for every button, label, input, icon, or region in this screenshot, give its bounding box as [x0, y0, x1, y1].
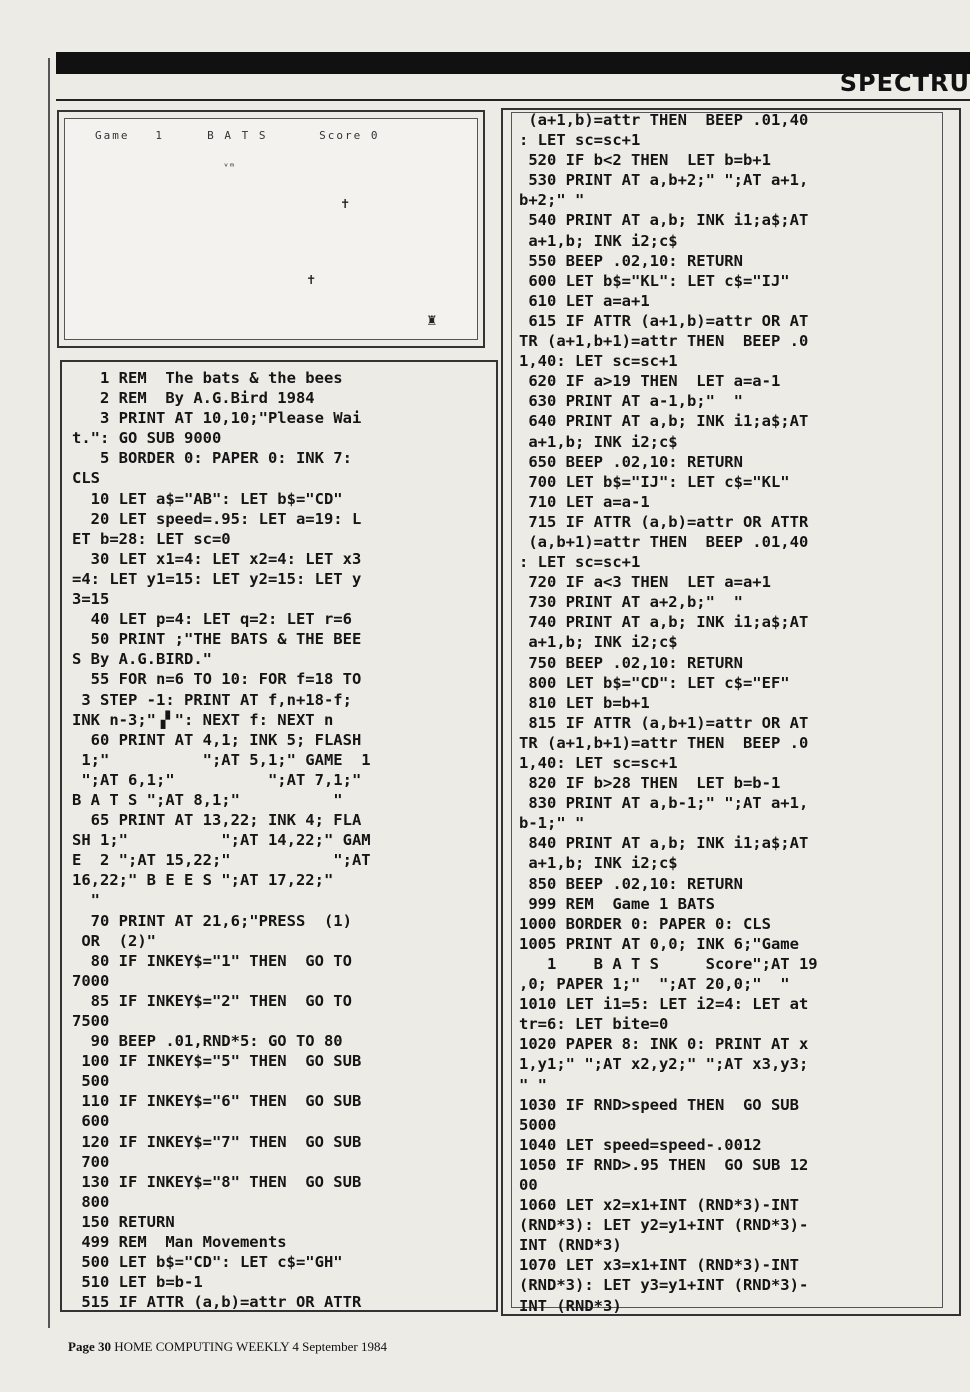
- listing-line: 100 IF INKEY$="5" THEN GO SUB: [72, 1052, 362, 1071]
- listing-line: OR (2)": [72, 931, 156, 950]
- listing-line: 85 IF INKEY$="2" THEN GO TO: [72, 991, 352, 1010]
- listing-line: 1040 LET speed=speed-.0012: [519, 1135, 762, 1154]
- listing-line: 1,y1;" ";AT x2,y2;" ";AT x3,y3;: [519, 1055, 809, 1074]
- program-listing-right: [519, 110, 818, 1316]
- listing-line: 715 IF ATTR (a,b)=attr OR ATTR: [519, 512, 809, 531]
- listing-line: b+2;" ": [519, 191, 585, 210]
- listing-line: INK n-3;"▗▘": NEXT f: NEXT n: [72, 710, 334, 729]
- listing-line: 1 REM The bats & the bees: [72, 369, 343, 387]
- left-margin-rule: [48, 58, 50, 1328]
- listing-line: 820 IF b>28 THEN LET b=b-1: [519, 774, 781, 793]
- listing-line: a+1,b; INK i2;c$: [519, 231, 678, 250]
- listing-line: 1010 LET i1=5: LET i2=4: LET at: [519, 995, 809, 1014]
- listing-line: 850 BEEP .02,10: RETURN: [519, 874, 743, 893]
- listing-line: 650 BEEP .02,10: RETURN: [519, 452, 743, 471]
- listing-line: E 2 ";AT 15,22;" ";AT: [72, 851, 371, 870]
- listing-line: 70 PRINT AT 21,6;"PRESS (1): [72, 911, 352, 930]
- header-rule: [56, 99, 970, 101]
- listing-line: 515 IF ATTR (a,b)=attr OR ATTR: [72, 1293, 362, 1312]
- listing-line: 615 IF ATTR (a+1,b)=attr OR AT: [519, 311, 809, 330]
- listing-line: 90 BEEP .01,RND*5: GO TO 80: [72, 1032, 343, 1051]
- listing-line: 1 B A T S Score";AT 19: [519, 954, 818, 973]
- footer-publication: HOME COMPUTING WEEKLY 4 September 1984: [114, 1339, 387, 1354]
- listing-line: 60 PRINT AT 4,1; INK 5; FLASH: [72, 730, 362, 749]
- listing-line: 1,40: LET sc=sc+1: [519, 352, 678, 371]
- listing-line: 610 LET a=a+1: [519, 291, 650, 310]
- listing-line: 1;" ";AT 5,1;" GAME 1: [72, 750, 371, 769]
- listing-line: 510 LET b=b-1: [72, 1273, 203, 1292]
- bee-sprite: ✝: [341, 196, 350, 212]
- bee-sprite: ✝: [307, 272, 316, 288]
- listing-line: 540 PRINT AT a,b; INK i1;a$;AT: [519, 211, 809, 230]
- game-screenshot-frame: [57, 110, 485, 348]
- listing-line: 500: [72, 1072, 110, 1091]
- listing-line: 7000: [72, 971, 110, 990]
- listing-line: 999 REM Game 1 BATS: [519, 894, 715, 913]
- listing-line: 3 PRINT AT 10,10;"Please Wai: [72, 409, 362, 428]
- listing-line: =4: LET y1=15: LET y2=15: LET y: [72, 569, 362, 588]
- listing-line: 830 PRINT AT a,b-1;" ";AT a+1,: [519, 794, 809, 813]
- listing-line: TR (a+1,b+1)=attr THEN BEEP .0: [519, 733, 809, 752]
- section-title: SPECTRU: [839, 69, 970, 97]
- listing-line: : LET sc=sc+1: [519, 553, 641, 572]
- listing-line: 5 BORDER 0: PAPER 0: INK 7:: [72, 449, 352, 468]
- listing-line: 800 LET b$="CD": LET c$="EF": [519, 673, 790, 692]
- listing-line: 16,22;" B E E S ";AT 17,22;": [72, 871, 334, 890]
- listing-line: 499 REM Man Movements: [72, 1233, 287, 1252]
- listing-line: 620 IF a>19 THEN LET a=a-1: [519, 372, 781, 391]
- listing-line: CLS: [72, 469, 100, 488]
- listing-line: 630 PRINT AT a-1,b;" ": [519, 392, 743, 411]
- listing-line: 700: [72, 1152, 110, 1171]
- listing-line: 5000: [519, 1115, 557, 1134]
- game-screen: [64, 118, 478, 340]
- listing-line: 800: [72, 1192, 110, 1211]
- listing-line: 110 IF INKEY$="6" THEN GO SUB: [72, 1092, 362, 1111]
- listing-left-frame: [60, 360, 498, 1312]
- listing-line: 150 RETURN: [72, 1212, 175, 1231]
- game-status-line: Game 1 B A T S Score 0: [95, 129, 380, 142]
- listing-line: 1060 LET x2=x1+INT (RND*3)-INT: [519, 1196, 799, 1215]
- listing-line: 840 PRINT AT a,b; INK i1;a$;AT: [519, 834, 809, 853]
- listing-line: 1,40: LET sc=sc+1: [519, 754, 678, 772]
- listing-line: " ": [519, 1075, 547, 1094]
- listing-line: 65 PRINT AT 13,22; INK 4; FLA: [72, 811, 362, 830]
- listing-line: 815 IF ATTR (a,b+1)=attr OR AT: [519, 713, 809, 732]
- listing-line: (RND*3): LET y2=y1+INT (RND*3)-: [519, 1216, 809, 1235]
- listing-line: 50 PRINT ;"THE BATS & THE BEE: [72, 630, 362, 649]
- man-sprite: ♜: [427, 310, 437, 329]
- listing-line: 520 IF b<2 THEN LET b=b+1: [519, 151, 771, 170]
- listing-line: b-1;" ": [519, 814, 585, 833]
- listing-line: 500 LET b$="CD": LET c$="GH": [72, 1253, 343, 1272]
- listing-line: B A T S ";AT 8,1;" ": [72, 790, 343, 809]
- listing-line: tr=6: LET bite=0: [519, 1015, 669, 1034]
- listing-line: t.": GO SUB 9000: [72, 429, 222, 448]
- header-bar: [56, 52, 970, 74]
- listing-line: a+1,b; INK i2;c$: [519, 432, 678, 451]
- listing-line: 1050 IF RND>.95 THEN GO SUB 12: [519, 1155, 809, 1174]
- listing-line: INT (RND*3): [519, 1296, 622, 1315]
- page-footer: [68, 1339, 387, 1355]
- listing-line: SH 1;" ";AT 14,22;" GAM: [72, 831, 371, 850]
- listing-line: a+1,b; INK i2;c$: [519, 854, 678, 873]
- listing-line: 3 STEP -1: PRINT AT f,n+18-f;: [72, 690, 352, 709]
- listing-line: 740 PRINT AT a,b; INK i1;a$;AT: [519, 613, 809, 632]
- listing-line: 640 PRINT AT a,b; INK i1;a$;AT: [519, 412, 809, 431]
- listing-line: TR (a+1,b+1)=attr THEN BEEP .0: [519, 332, 809, 351]
- listing-line: 40 LET p=4: LET q=2: LET r=6: [72, 610, 352, 629]
- listing-line: 1030 IF RND>speed THEN GO SUB: [519, 1095, 799, 1114]
- listing-line: 730 PRINT AT a+2,b;" ": [519, 593, 743, 612]
- listing-line: 2 REM By A.G.Bird 1984: [72, 389, 315, 408]
- listing-line: 3=15: [72, 590, 110, 609]
- listing-line: a+1,b; INK i2;c$: [519, 633, 678, 652]
- listing-line: 7500: [72, 1012, 110, 1030]
- listing-line: 1070 LET x3=x1+INT (RND*3)-INT: [519, 1256, 799, 1275]
- listing-line: 550 BEEP .02,10: RETURN: [519, 251, 743, 270]
- bat-sprite: ᵛᵐ: [223, 162, 236, 173]
- listing-line: : LET sc=sc+1: [519, 131, 641, 150]
- listing-line: 10 LET a$="AB": LET b$="CD": [72, 489, 343, 508]
- listing-line: 1020 PAPER 8: INK 0: PRINT AT x: [519, 1035, 809, 1054]
- listing-line: INT (RND*3): [519, 1236, 622, 1255]
- listing-line: 750 BEEP .02,10: RETURN: [519, 653, 743, 672]
- listing-line: 1005 PRINT AT 0,0; INK 6;"Game: [519, 934, 799, 953]
- listing-line: 600: [72, 1112, 110, 1131]
- listing-line: 810 LET b=b+1: [519, 693, 650, 712]
- footer-page-number: Page 30: [68, 1339, 111, 1354]
- listing-line: ,0; PAPER 1;" ";AT 20,0;" ": [519, 975, 790, 994]
- listing-line: (a+1,b)=attr THEN BEEP .01,40: [519, 111, 809, 129]
- listing-line: 30 LET x1=4: LET x2=4: LET x3: [72, 549, 362, 568]
- listing-line: 00: [519, 1175, 538, 1194]
- listing-line: 720 IF a<3 THEN LET a=a+1: [519, 573, 771, 592]
- listing-line: ";AT 6,1;" ";AT 7,1;": [72, 770, 362, 789]
- listing-line: ": [72, 891, 100, 910]
- listing-line: 530 PRINT AT a,b+2;" ";AT a+1,: [519, 171, 809, 190]
- listing-line: S By A.G.BIRD.": [72, 650, 212, 669]
- listing-line: (RND*3): LET y3=y1+INT (RND*3)-: [519, 1276, 809, 1295]
- listing-line: 120 IF INKEY$="7" THEN GO SUB: [72, 1132, 362, 1151]
- listing-line: 700 LET b$="IJ": LET c$="KL": [519, 472, 790, 491]
- listing-line: 20 LET speed=.95: LET a=19: L: [72, 509, 362, 528]
- listing-line: 80 IF INKEY$="1" THEN GO TO: [72, 951, 352, 970]
- listing-line: 130 IF INKEY$="8" THEN GO SUB: [72, 1172, 362, 1191]
- listing-right-frame: [501, 108, 961, 1316]
- listing-line: (a,b+1)=attr THEN BEEP .01,40: [519, 532, 809, 551]
- listing-line: 1000 BORDER 0: PAPER 0: CLS: [519, 914, 771, 933]
- listing-line: 600 LET b$="KL": LET c$="IJ": [519, 271, 790, 290]
- listing-line: 55 FOR n=6 TO 10: FOR f=18 TO: [72, 670, 362, 689]
- program-listing-left: [72, 368, 371, 1312]
- listing-line: ET b=28: LET sc=0: [72, 529, 231, 548]
- listing-line: 710 LET a=a-1: [519, 492, 650, 511]
